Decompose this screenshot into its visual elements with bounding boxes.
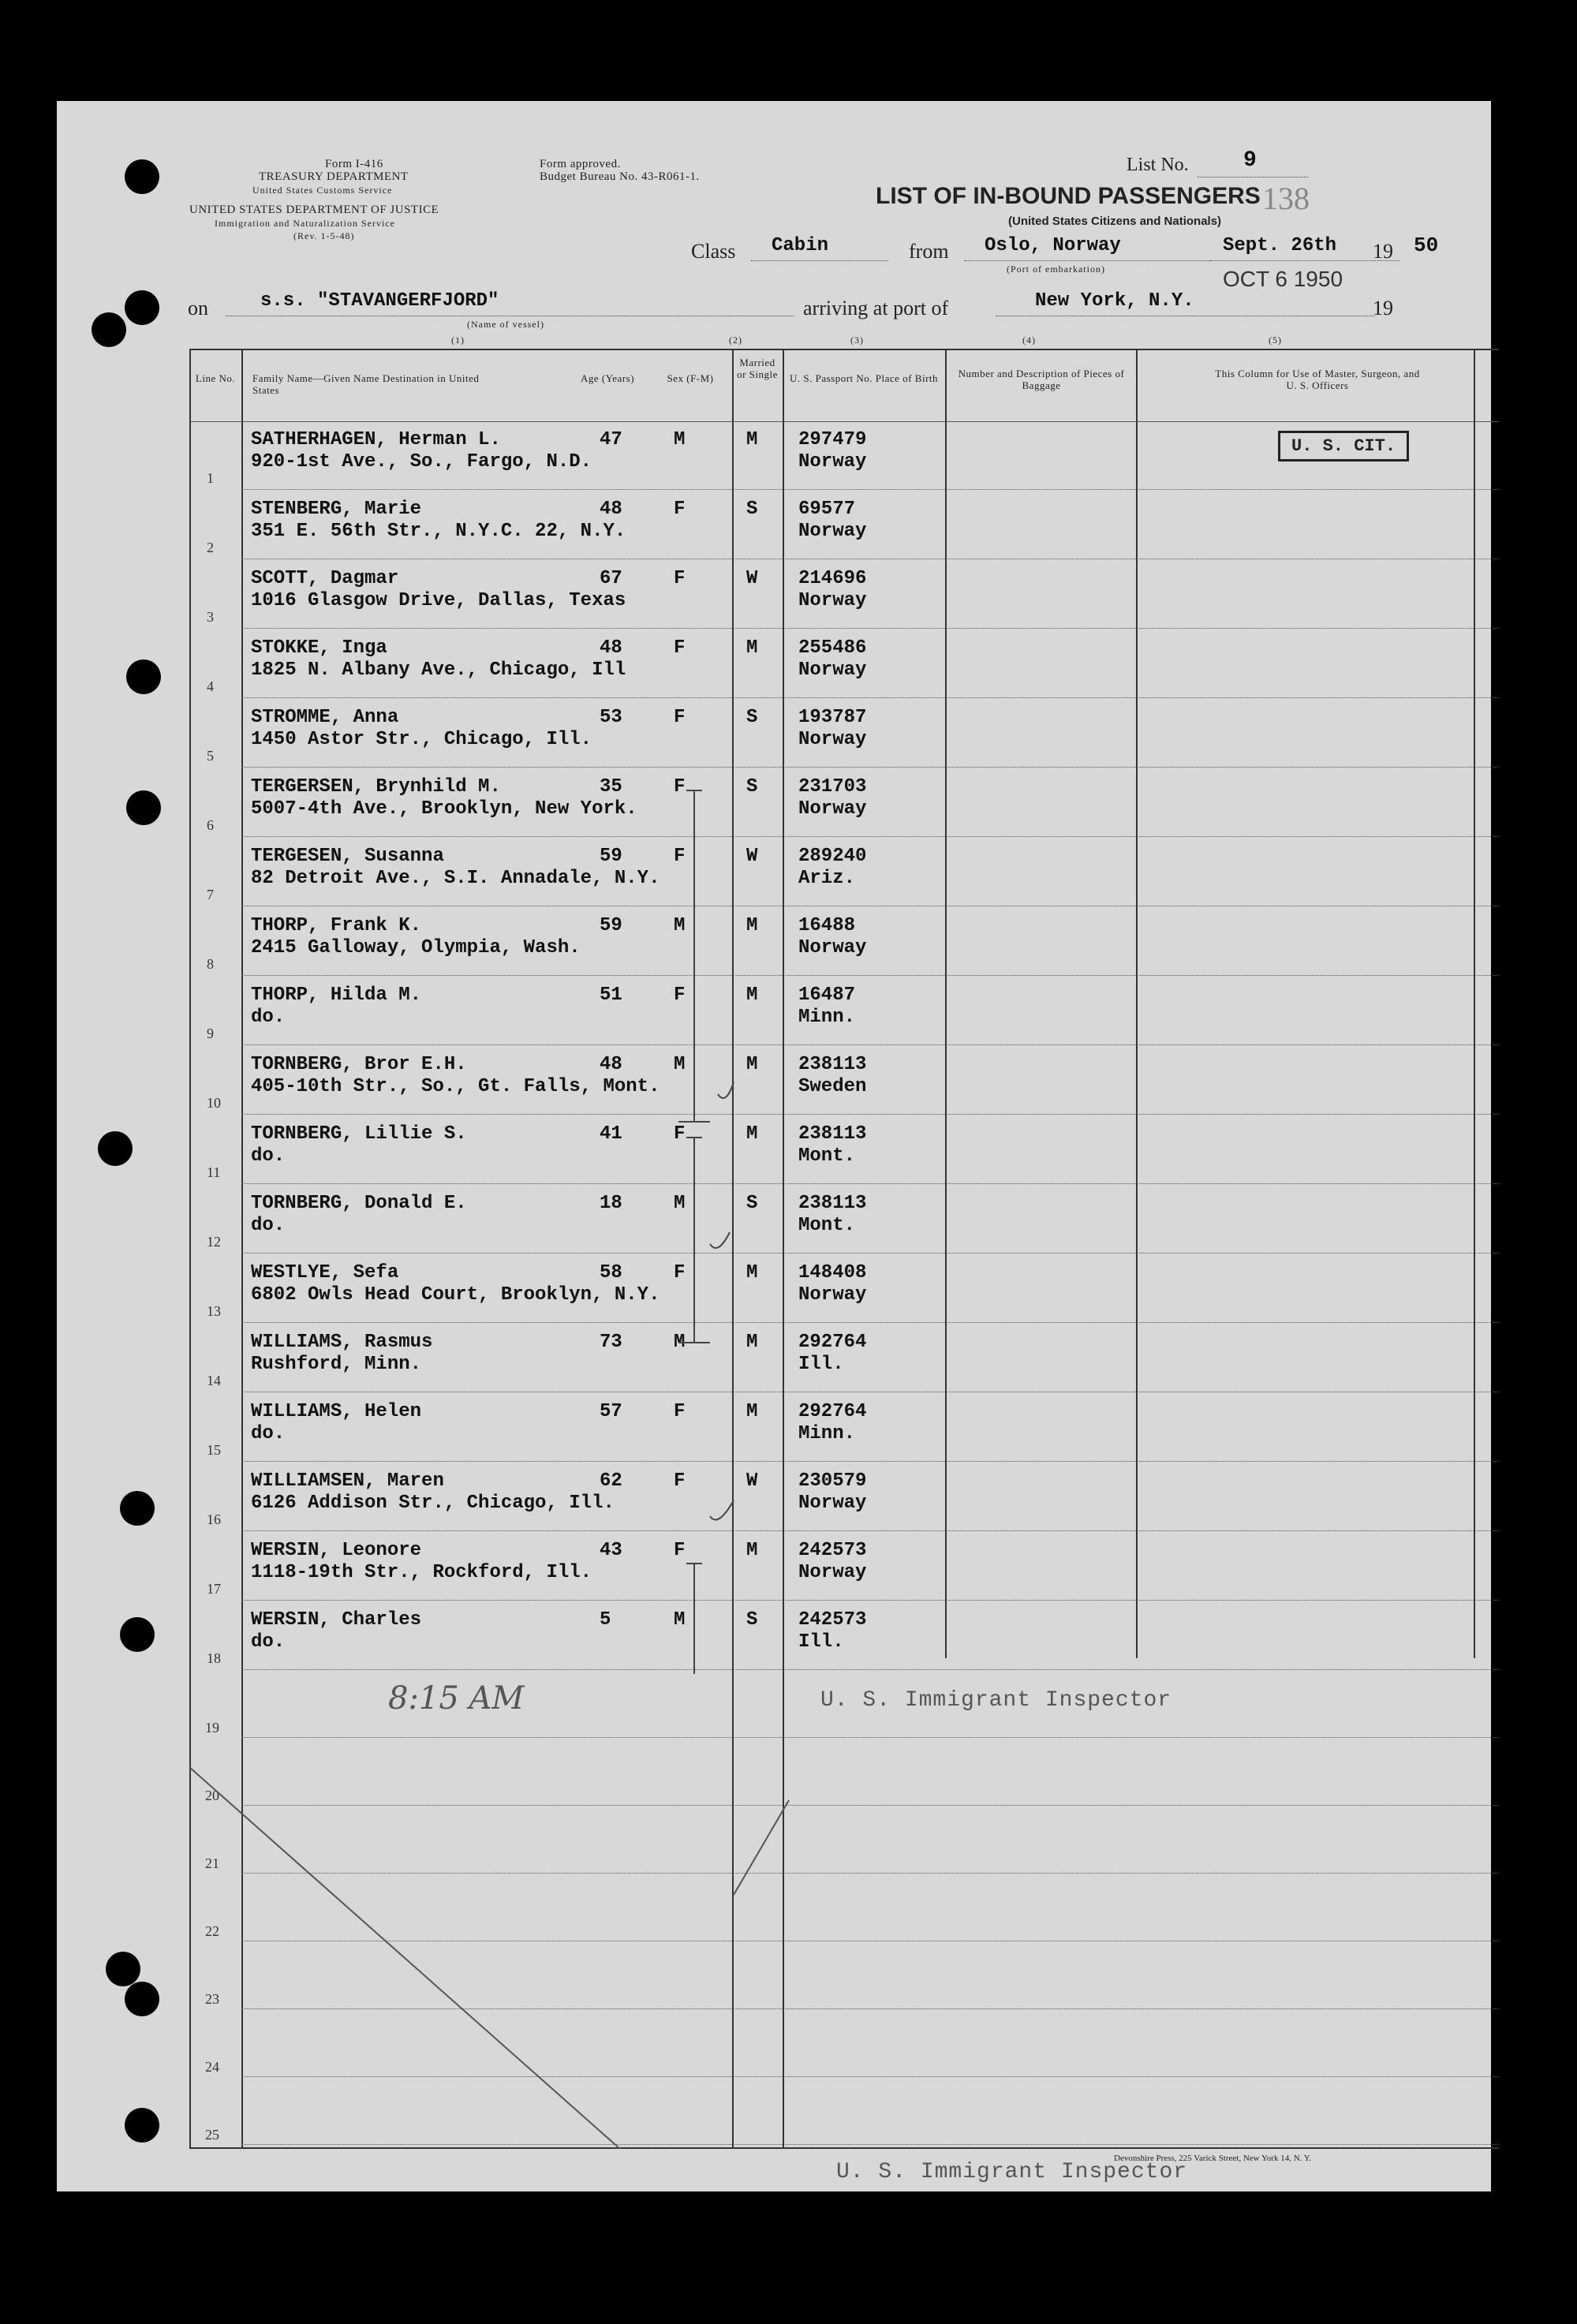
line-number: 22 (205, 1923, 219, 1939)
passenger-marital: M (746, 1540, 758, 1561)
passenger-name: WESTLYE, Sefa (251, 1262, 399, 1283)
port-caption: (Port of embarkation) (1007, 263, 1105, 275)
arrival-date-stamp: OCT 6 1950 (1223, 267, 1343, 291)
place-of-birth: Mont. (798, 1145, 856, 1167)
inspector-stamp-1: U. S. Immigrant Inspector (820, 1688, 1172, 1713)
place-of-birth: Norway (798, 590, 867, 611)
revision-label: (Rev. 1-5-48) (293, 230, 355, 241)
col-num-1: (1) (451, 334, 465, 346)
line-number: 9 (207, 1026, 214, 1041)
line-number: 6 (207, 817, 214, 833)
col-line: Line No. (195, 372, 236, 384)
passport-number: 16487 (798, 985, 856, 1006)
passenger-destination: 82 Detroit Ave., S.I. Annadale, N.Y. (251, 868, 660, 889)
line-number: 16 (207, 1511, 221, 1527)
passenger-age: 53 (600, 707, 622, 728)
place-of-birth: Minn. (798, 1007, 856, 1028)
on-label: on (188, 297, 208, 319)
passenger-sex: F (674, 707, 686, 728)
passenger-marital: M (746, 1332, 758, 1353)
col-married: Married or Single (737, 357, 778, 380)
punch-hole (125, 1982, 159, 2016)
form-approved: Form approved. (540, 158, 621, 170)
passenger-destination: 5007-4th Ave., Brooklyn, New York. (251, 798, 637, 820)
passenger-age: 43 (600, 1540, 622, 1561)
passenger-marital: M (746, 915, 758, 936)
line-number: 25 (205, 2127, 219, 2143)
passenger-name: STENBERG, Marie (251, 499, 422, 520)
year-prefix: 19 (1373, 240, 1393, 263)
passenger-marital: M (746, 1123, 758, 1145)
passenger-table (189, 349, 1499, 2149)
line-number: 24 (205, 2059, 219, 2075)
line-number: 8 (207, 956, 214, 972)
passenger-marital: W (746, 568, 758, 589)
passenger-sex: M (674, 1609, 686, 1631)
passenger-marital: M (746, 985, 758, 1006)
place-of-birth: Norway (798, 521, 867, 542)
passenger-age: 59 (600, 915, 622, 936)
line-number: 19 (205, 1720, 219, 1736)
line-number: 17 (207, 1581, 221, 1597)
passport-number: 214696 (798, 568, 867, 589)
line-number: 15 (207, 1442, 221, 1458)
passenger-age: 41 (600, 1123, 622, 1145)
list-label: List No. (1127, 155, 1189, 175)
passport-number: 255486 (798, 637, 867, 659)
handwritten-marks (189, 349, 1499, 2149)
passenger-sex: F (674, 637, 686, 659)
punch-hole (98, 1131, 133, 1166)
passenger-marital: M (746, 429, 758, 450)
place-of-birth: Norway (798, 937, 867, 958)
col-sex: Sex (F-M) (667, 372, 714, 384)
passenger-name: THORP, Frank K. (251, 915, 422, 936)
place-of-birth: Norway (798, 1562, 867, 1583)
line-number: 4 (207, 678, 214, 694)
line-number: 18 (207, 1650, 221, 1666)
punch-hole (126, 790, 161, 825)
col-officers: This Column for Use of Master, Surgeon, and U. S. Officers (1215, 368, 1420, 391)
passenger-name: WERSIN, Leonore (251, 1540, 422, 1561)
passenger-destination: do. (251, 1145, 286, 1167)
line-number: 11 (207, 1164, 221, 1180)
class-label: Class (691, 240, 736, 263)
arrival-port: New York, N.Y. (1035, 290, 1194, 312)
line-number: 5 (207, 748, 214, 764)
treasury-label: TREASURY DEPARTMENT (259, 170, 409, 183)
punch-hole (92, 312, 126, 347)
year-value: 50 (1414, 234, 1439, 257)
passport-number: 16488 (798, 915, 856, 936)
passenger-name: TORNBERG, Donald E. (251, 1193, 467, 1214)
passport-number: 238113 (798, 1193, 867, 1214)
passenger-destination: do. (251, 1007, 286, 1028)
place-of-birth: Norway (798, 729, 867, 750)
col-num-3: (3) (850, 334, 864, 346)
passenger-age: 67 (600, 568, 622, 589)
passenger-marital: M (746, 637, 758, 659)
class-value: Cabin (772, 235, 829, 256)
passenger-name: THORP, Hilda M. (251, 985, 422, 1006)
passenger-sex: M (674, 1054, 686, 1075)
line-number: 12 (207, 1234, 221, 1250)
passenger-destination: 1016 Glasgow Drive, Dallas, Texas (251, 590, 626, 611)
vessel-caption: (Name of vessel) (467, 319, 544, 330)
passenger-sex: F (674, 776, 686, 798)
col-name: Family Name—Given Name Destination in United States (252, 372, 480, 396)
passenger-destination: 6802 Owls Head Court, Brooklyn, N.Y. (251, 1284, 660, 1306)
us-citizen-stamp: U. S. CIT. (1278, 431, 1409, 461)
passenger-destination: Rushford, Minn. (251, 1354, 422, 1375)
col-age: Age (Years) (580, 372, 635, 384)
passenger-sex: F (674, 499, 686, 520)
passenger-name: WILLIAMS, Helen (251, 1401, 422, 1422)
passport-number: 193787 (798, 707, 867, 728)
inspector-stamp-2: U. S. Immigrant Inspector (836, 2160, 1188, 2184)
passenger-destination: 920-1st Ave., So., Fargo, N.D. (251, 451, 592, 473)
passenger-age: 48 (600, 1054, 622, 1075)
passenger-marital: S (746, 776, 758, 798)
passenger-age: 62 (600, 1470, 622, 1492)
passenger-age: 58 (600, 1262, 622, 1283)
place-of-birth: Norway (798, 798, 867, 820)
passenger-sex: F (674, 1470, 686, 1492)
passenger-age: 48 (600, 499, 622, 520)
place-of-birth: Norway (798, 1493, 867, 1514)
punch-hole (125, 159, 159, 194)
from-label: from (909, 240, 949, 263)
form-subtitle: (United States Citizens and Nationals) (1008, 215, 1222, 228)
col-passport: U. S. Passport No. Place of Birth (789, 372, 939, 384)
passenger-sex: F (674, 1401, 686, 1422)
passenger-destination: 1450 Astor Str., Chicago, Ill. (251, 729, 592, 750)
sailing-date: Sept. 26th (1223, 235, 1337, 256)
justice-label: UNITED STATES DEPARTMENT OF JUSTICE (189, 204, 439, 216)
col-baggage: Number and Description of Pieces of Baggage (958, 368, 1125, 391)
line-number: 20 (205, 1788, 219, 1803)
passenger-name: STROMME, Anna (251, 707, 399, 728)
passenger-name: TERGESEN, Susanna (251, 846, 444, 867)
passport-number: 292764 (798, 1401, 867, 1422)
punch-hole (120, 1617, 155, 1652)
punch-hole (125, 2108, 159, 2143)
passenger-destination: do. (251, 1423, 286, 1444)
passport-number: 242573 (798, 1540, 867, 1561)
line-number: 1 (207, 470, 214, 486)
passenger-destination: do. (251, 1631, 286, 1653)
passenger-marital: S (746, 1193, 758, 1214)
passenger-name: WILLIAMSEN, Maren (251, 1470, 444, 1492)
line-number: 23 (205, 1991, 219, 2007)
passenger-sex: M (674, 1193, 686, 1214)
line-number: 7 (207, 887, 214, 902)
place-of-birth: Sweden (798, 1076, 867, 1097)
line-number: 14 (207, 1373, 221, 1388)
passenger-name: SATHERHAGEN, Herman L. (251, 429, 501, 450)
arriving-label: arriving at port of (803, 297, 949, 319)
passenger-destination: 1118-19th Str., Rockford, Ill. (251, 1562, 592, 1583)
passenger-sex: M (674, 429, 686, 450)
punch-hole (125, 290, 159, 325)
passenger-destination: 1825 N. Albany Ave., Chicago, Ill (251, 659, 626, 681)
passenger-marital: M (746, 1262, 758, 1283)
form-title: LIST OF IN-BOUND PASSENGERS (876, 183, 1261, 209)
place-of-birth: Ill. (798, 1354, 844, 1375)
passenger-age: 51 (600, 985, 622, 1006)
place-of-birth: Ariz. (798, 868, 856, 889)
customs-label: United States Customs Service (252, 185, 393, 196)
line-number: 2 (207, 540, 214, 555)
embarkation-port: Oslo, Norway (985, 235, 1121, 256)
line-number: 10 (207, 1095, 221, 1111)
passenger-marital: M (746, 1401, 758, 1422)
punch-hole (126, 659, 161, 694)
passenger-name: STOKKE, Inga (251, 637, 387, 659)
place-of-birth: Minn. (798, 1423, 856, 1444)
place-of-birth: Norway (798, 659, 867, 681)
passenger-age: 73 (600, 1332, 622, 1353)
passenger-sex: F (674, 568, 686, 589)
place-of-birth: Mont. (798, 1215, 856, 1236)
passenger-sex: M (674, 1332, 686, 1353)
passenger-name: WERSIN, Charles (251, 1609, 422, 1631)
passenger-marital: W (746, 846, 758, 867)
passenger-age: 59 (600, 846, 622, 867)
passenger-sex: M (674, 915, 686, 936)
vessel-name: s.s. "STAVANGERFJORD" (260, 290, 499, 312)
line-number: 21 (205, 1855, 219, 1871)
passenger-sex: F (674, 846, 686, 867)
passenger-sex: F (674, 1262, 686, 1283)
passenger-destination: 6126 Addison Str., Chicago, Ill. (251, 1493, 615, 1514)
passport-number: 289240 (798, 846, 867, 867)
col-num-2: (2) (729, 334, 742, 346)
col-num-4: (4) (1022, 334, 1036, 346)
passenger-destination: 351 E. 56th Str., N.Y.C. 22, N.Y. (251, 521, 626, 542)
printer-imprint: Devonshire Press, 225 Varick Street, New York 14, N. Y. (1114, 2154, 1312, 2163)
passenger-age: 5 (600, 1609, 611, 1631)
passenger-sex: F (674, 985, 686, 1006)
passenger-marital: W (746, 1470, 758, 1492)
passenger-age: 35 (600, 776, 622, 798)
ins-label: Immigration and Naturalization Service (215, 218, 395, 229)
passport-number: 230579 (798, 1470, 867, 1492)
passenger-marital: M (746, 1054, 758, 1075)
form-number: Form I-416 (325, 158, 383, 170)
passenger-sex: F (674, 1123, 686, 1145)
punch-hole (120, 1491, 155, 1526)
list-number: 9 (1243, 148, 1257, 173)
passenger-marital: S (746, 707, 758, 728)
page-number: 138 (1262, 181, 1310, 216)
handwritten-time: 8:15 AM (388, 1680, 525, 1717)
place-of-birth: Norway (798, 1284, 867, 1306)
passport-number: 148408 (798, 1262, 867, 1283)
passport-number: 292764 (798, 1332, 867, 1353)
passport-number: 242573 (798, 1609, 867, 1631)
line-number: 3 (207, 609, 214, 625)
passenger-age: 18 (600, 1193, 622, 1214)
manifest-page (57, 101, 1491, 2191)
year-prefix-2: 19 (1373, 297, 1393, 319)
col-num-5: (5) (1269, 334, 1282, 346)
passport-number: 69577 (798, 499, 856, 520)
punch-hole (106, 1952, 140, 1986)
passenger-name: WILLIAMS, Rasmus (251, 1332, 433, 1353)
passenger-destination: 405-10th Str., So., Gt. Falls, Mont. (251, 1076, 660, 1097)
passenger-destination: 2415 Galloway, Olympia, Wash. (251, 937, 581, 958)
passenger-name: TORNBERG, Bror E.H. (251, 1054, 467, 1075)
passport-number: 297479 (798, 429, 867, 450)
passport-number: 231703 (798, 776, 867, 798)
passenger-marital: S (746, 499, 758, 520)
passenger-age: 57 (600, 1401, 622, 1422)
passport-number: 238113 (798, 1123, 867, 1145)
passenger-name: SCOTT, Dagmar (251, 568, 399, 589)
passenger-name: TERGERSEN, Brynhild M. (251, 776, 501, 798)
passenger-sex: F (674, 1540, 686, 1561)
passenger-marital: S (746, 1609, 758, 1631)
budget-bureau: Budget Bureau No. 43-R061-1. (540, 170, 700, 183)
passenger-destination: do. (251, 1215, 286, 1236)
passport-number: 238113 (798, 1054, 867, 1075)
line-number: 13 (207, 1303, 221, 1319)
passenger-name: TORNBERG, Lillie S. (251, 1123, 467, 1145)
place-of-birth: Norway (798, 451, 867, 473)
passenger-age: 48 (600, 637, 622, 659)
place-of-birth: Ill. (798, 1631, 844, 1653)
passenger-age: 47 (600, 429, 622, 450)
